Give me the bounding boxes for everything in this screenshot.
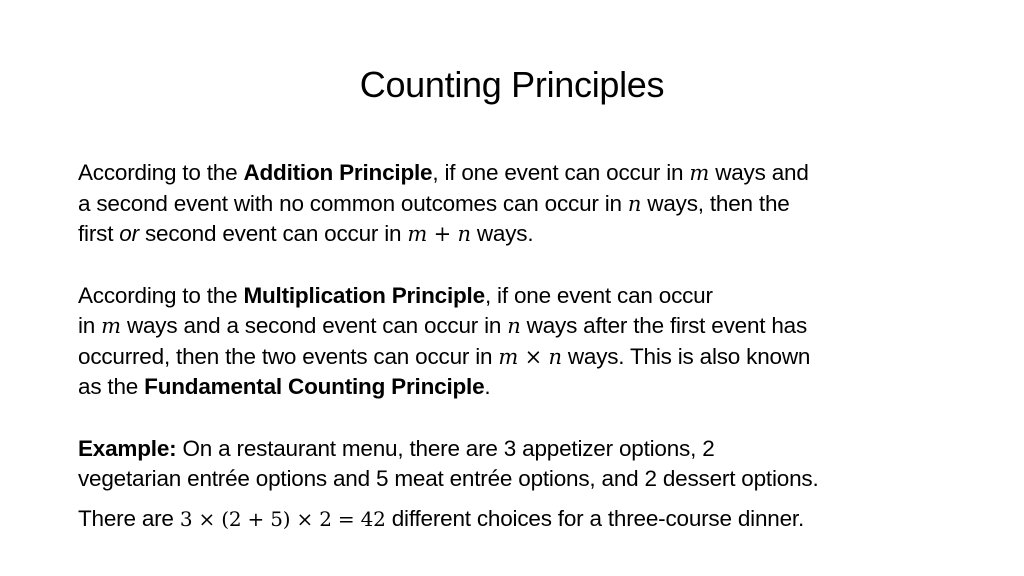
text: ways.: [470, 221, 534, 246]
multiplication-line-3: [78, 342, 958, 373]
math-m-times-n: m × n: [498, 344, 562, 369]
multiplication-principle-paragraph: [78, 281, 958, 403]
example-paragraph: [78, 434, 958, 535]
text: There are: [78, 505, 180, 531]
text: ways after the first event has: [520, 313, 808, 338]
text: , if one event can occur: [484, 282, 713, 308]
text: a second event with no common outcomes can occur in: [78, 190, 628, 216]
text: different choices for a three-course dinner.: [385, 505, 804, 531]
text: as the: [78, 374, 145, 399]
addition-line-3: [78, 219, 958, 250]
fundamental-counting-principle-term: Fundamental Counting Principle: [144, 374, 485, 399]
text: second event can occur in: [138, 221, 408, 246]
text: ways and: [709, 160, 809, 185]
slide-title: Counting Principles: [359, 64, 665, 105]
spacer: [78, 403, 958, 434]
text: According to the: [78, 160, 244, 185]
text: .: [484, 374, 491, 399]
or-emphasis: or: [119, 221, 139, 246]
math-m: m: [689, 161, 710, 185]
text: ways. This is also known: [561, 343, 811, 369]
text: ways, then the: [641, 190, 790, 216]
example-line-3: [78, 504, 958, 535]
text: According to the: [78, 282, 244, 308]
text: ways and a second event can occur in: [120, 313, 508, 338]
multiplication-line-2: [78, 311, 958, 342]
addition-line-2: [78, 189, 958, 220]
text: On a restaurant menu, there are 3 appetizer options, 2: [176, 435, 715, 461]
text: first: [78, 221, 120, 246]
multiplication-line-1: [78, 281, 958, 312]
addition-line-1: [78, 158, 958, 189]
slide-body: [78, 158, 958, 534]
example-line-2: [78, 464, 958, 495]
multiplication-line-4: [78, 372, 958, 403]
math-m-plus-n: m + n: [407, 222, 471, 246]
text: , if one event can occur in: [432, 160, 690, 185]
text: occurred, then the two events can occur in: [78, 343, 499, 369]
math-example-expression: 3 × (2 + 5) × 2 = 42: [179, 506, 386, 531]
multiplication-principle-term: Multiplication Principle: [243, 282, 485, 308]
text: vegetarian entrée options and 5 meat entrée options, and 2 dessert options.: [78, 466, 819, 491]
addition-principle-term: Addition Principle: [243, 160, 433, 185]
example-label: Example:: [78, 435, 177, 461]
spacer: [78, 495, 958, 504]
math-m: m: [101, 314, 121, 338]
addition-principle-paragraph: [78, 158, 958, 250]
example-line-1: [78, 434, 958, 465]
spacer: [78, 250, 958, 281]
text: in: [78, 313, 102, 338]
math-n: n: [627, 191, 642, 216]
math-n: n: [507, 314, 521, 338]
